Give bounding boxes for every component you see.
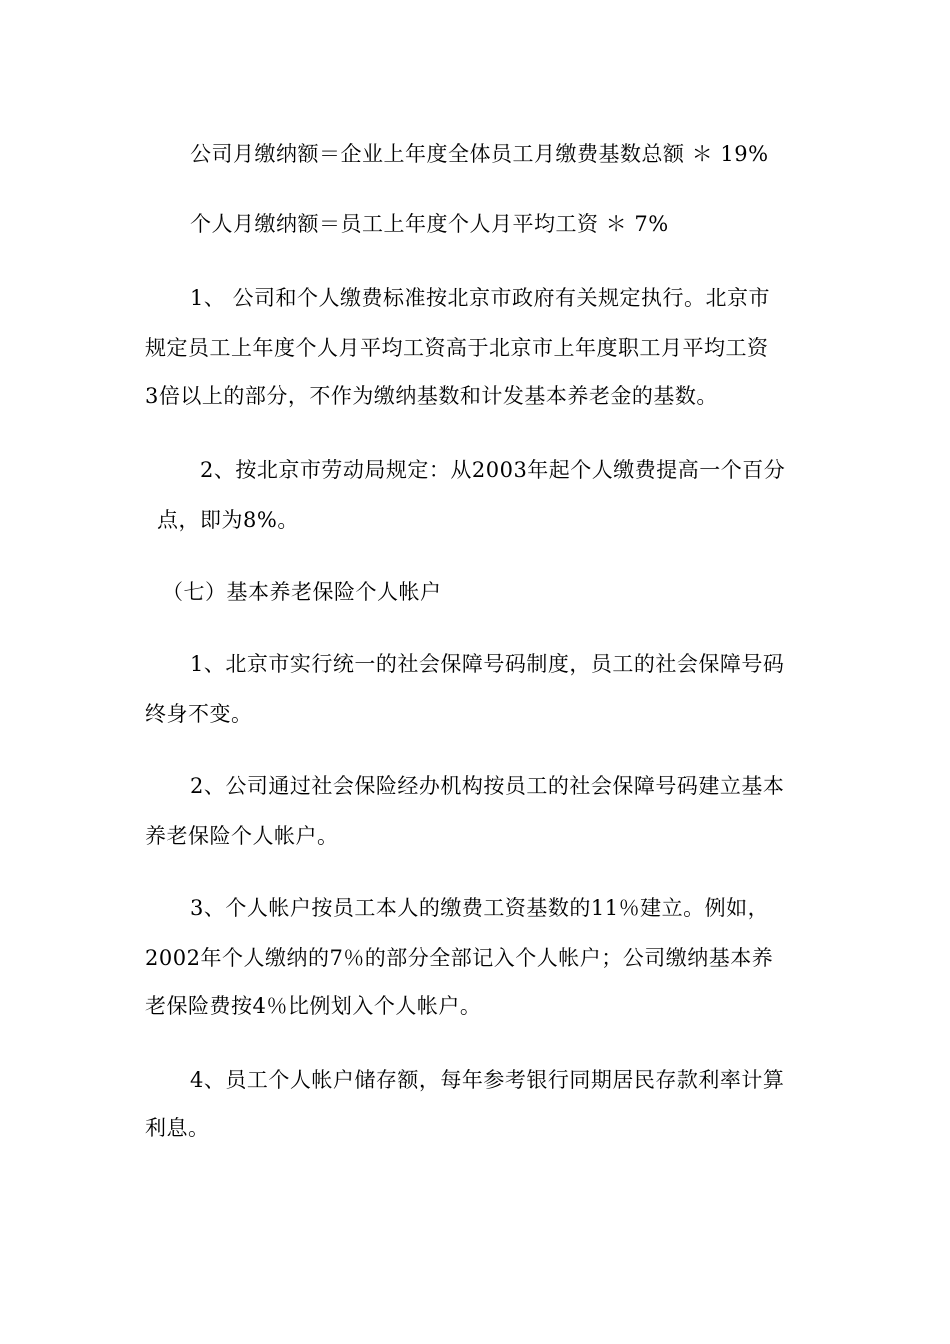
section7-heading: （七）基本养老保险个人帐户 [162,580,442,604]
item1-text-line1: 1、 公司和个人缴费标准按北京市政府有关规定执行。北京市 [190,286,771,310]
s7-item2-line1: 2、公司通过社会保险经办机构按员工的社会保障号码建立基本 [190,774,785,798]
item2-text-line1: 2、按北京市劳动局规定：从2003年起个人缴费提高一个百分 [200,458,786,482]
s7-item3-line2: 2002年个人缴纳的7％的部分全部记入个人帐户；公司缴纳基本养 [145,946,774,970]
formula-personal-contribution: 个人月缴纳额＝员工上年度个人月平均工资 ＊ 7% [190,212,669,236]
s7-item1-line1: 1、北京市实行统一的社会保障号码制度，员工的社会保障号码 [190,652,785,676]
item1-text-line2: 规定员工上年度个人月平均工资高于北京市上年度职工月平均工资 [145,336,769,360]
s7-item1-line2: 终身不变。 [145,702,253,726]
item1-text-line3: 3倍以上的部分，不作为缴纳基数和计发基本养老金的基数。 [145,384,718,408]
s7-item4-line1: 4、员工个人帐户储存额，每年参考银行同期居民存款利率计算 [190,1068,785,1092]
s7-item4-line2: 利息。 [145,1116,210,1140]
s7-item3-line3: 老保险费按4％比例划入个人帐户。 [145,994,482,1018]
formula-company-contribution: 公司月缴纳额＝企业上年度全体员工月缴费基数总额 ＊ 19% [190,142,769,166]
s7-item3-line1: 3、个人帐户按员工本人的缴费工资基数的11％建立。例如， [190,896,770,920]
s7-item2-line2: 养老保险个人帐户。 [145,824,339,848]
item2-text-line2: 点，即为8%。 [157,508,299,532]
